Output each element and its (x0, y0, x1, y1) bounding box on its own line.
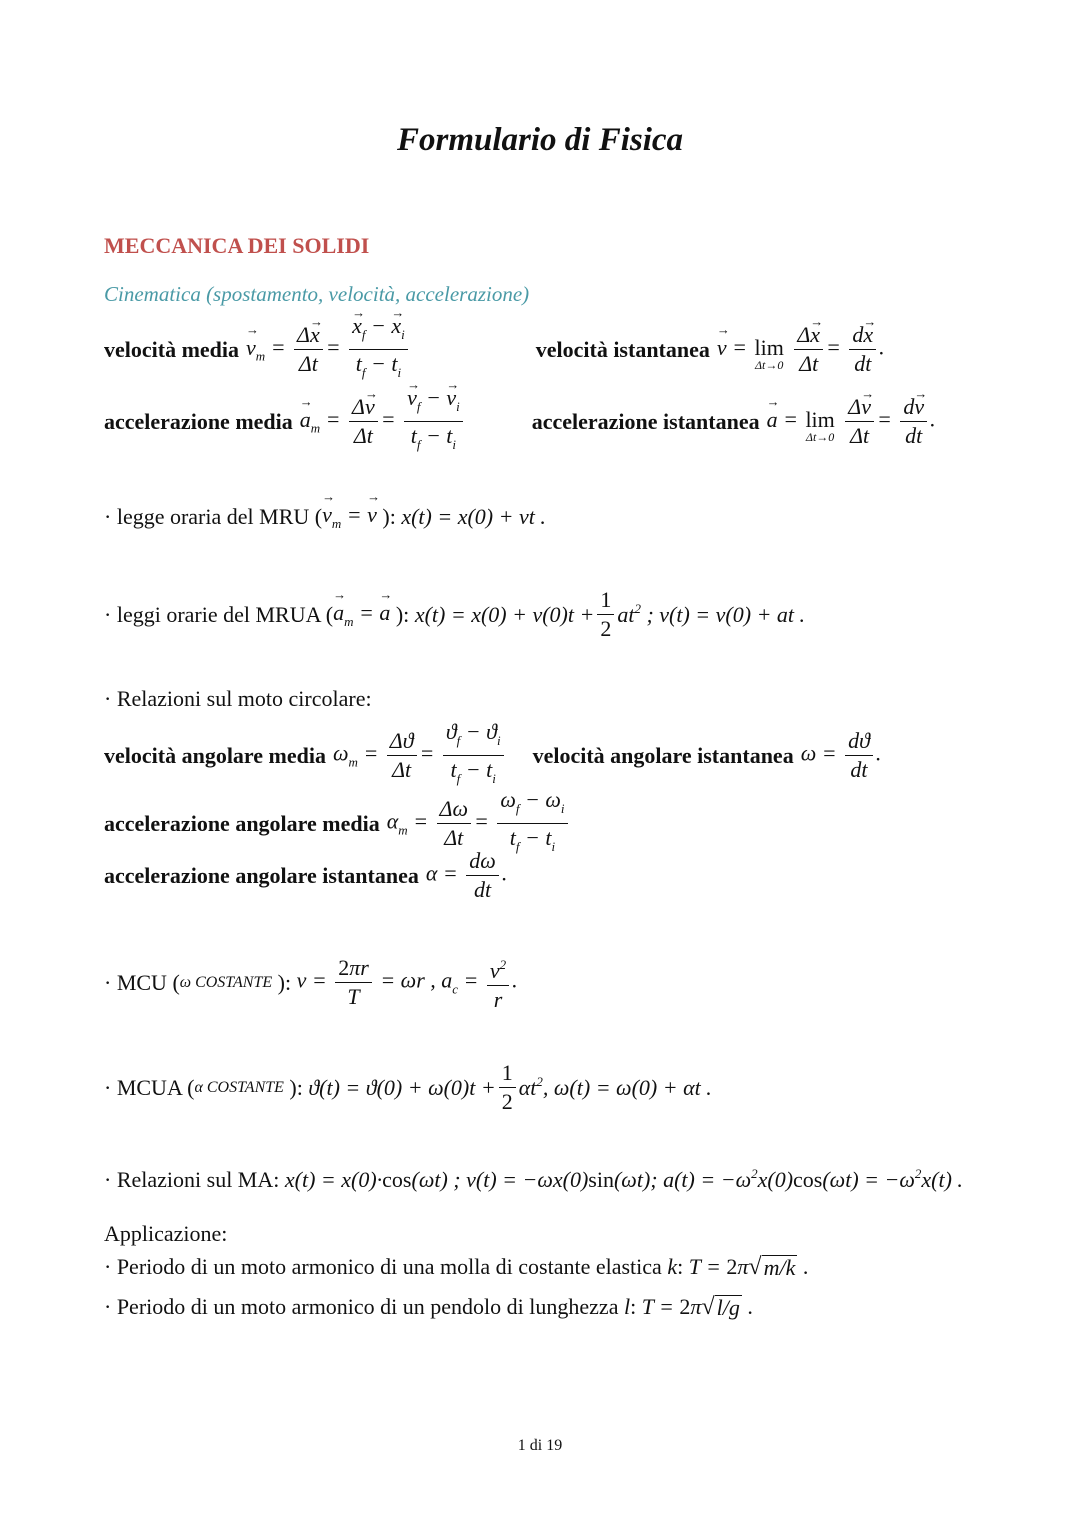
formula-acc-angolare-ist: accelerazione angolare istantanea α = $\frac{d\omega}{dt}$ . (104, 848, 508, 902)
subsection-heading: Cinematica (spostamento, velocità, accelerazione) (104, 282, 530, 306)
formula-periodo-pendolo: · Periodo di un moto armonico di un pendolo di lunghezza l : T = 2π √ l/g . (104, 1293, 753, 1320)
mcu-costante: COSTANTE (195, 973, 273, 991)
label-acc-istantanea: accelerazione istantanea (531, 408, 760, 434)
label-aang-ist: accelerazione angolare istantanea (104, 862, 419, 888)
label-ma: · Relazioni sul MA: (104, 1166, 280, 1192)
label-aang-media: accelerazione angolare media (104, 810, 380, 836)
circ-heading: · Relazioni sul moto circolare: (104, 686, 372, 711)
label-mcua: · MCUA ( (104, 1074, 195, 1100)
label-velocita-istantanea: velocità istantanea (535, 336, 710, 362)
document-title: Formulario di Fisica (396, 122, 684, 158)
formula-mcu: · MCU ( ω COSTANTE ): v = $\frac{2\pi r}{T}$ = ωr , $a_c$ = $\frac{v^2}{r}$ . (104, 955, 518, 1012)
formula-acc-ist: → a = lim Δt→0 $\frac{\Delta\to v}{\Delta t}$ = $\frac{d\to v}{dt}$ . (767, 395, 936, 448)
formula-mcua: · MCUA ( α COSTANTE ): ϑ(t) = ϑ(0) + ω(0)t + $\frac{1}{2}$ $\alpha t^2$, ω(t) = ω(0) + αt . (104, 1060, 712, 1114)
formula-vel-angolare: velocità angolare media $\omega_m$ = $\frac{\Delta ϑ}{\Delta t}$ = $\frac{ϑ_f - ϑ_i}{t_f - t_i}$ velocità angolare istantanea ω = $\frac{dϑ}{dt}$ . (104, 719, 882, 786)
formula-accelerazione (104, 386, 936, 457)
applicazione-heading: Applicazione: (104, 1221, 228, 1246)
label-acc-media: accelerazione media (104, 408, 293, 434)
formula-vel-media: → $v_m$ = $\frac{\Delta\to x}{\Delta t}$ = → $\frac{x_f - \to x_i}{t_f - t_i}$ (246, 314, 411, 385)
formula-velocita (104, 314, 885, 385)
label-mrua: · leggi orarie del MRUA ( (104, 601, 334, 627)
formula-mru: · legge oraria del MRU ( → $v_m$ = → v ): x(t) = x(0) + vt . (104, 502, 546, 532)
label-velocita-media: velocità media (104, 336, 240, 362)
label-vang-media: velocità angolare media (104, 742, 326, 768)
label-mcu: · MCU ( (104, 969, 180, 995)
label-molla: · Periodo di un moto armonico di una molla di costante elastica (104, 1254, 662, 1279)
section-heading: MECCANICA DEI SOLIDI (104, 233, 370, 258)
label-applicazione (104, 1221, 227, 1247)
formula-acc-media: → $a_m$ = $\frac{\Delta\to v}{\Delta t}$ = → $\frac{v_f - \to v_i}{t_f - t_i}$ (300, 386, 466, 457)
formula-acc-angolare-media: accelerazione angolare media $\alpha_m$ = $\frac{\Delta\omega}{\Delta t}$ = $\frac{\omega_f - \omega_i}{t_f - t_i}$ (104, 788, 571, 859)
formula-vel-ist: → v = lim Δt→0 $\frac{\Delta\to x}{\Delta t}$ = $\frac{d\to x}{dt}$ . (717, 323, 885, 376)
label-mru: · legge oraria del MRU ( (104, 504, 323, 529)
label-pendolo: · Periodo di un moto armonico di un pendolo di lunghezza (104, 1294, 619, 1319)
formula-periodo-molla: · Periodo di un moto armonico di una molla di costante elastica k : T = 2π √ m/k . (104, 1253, 809, 1280)
page-number: 1 di 19 (517, 1437, 563, 1454)
molla-k: k (667, 1254, 678, 1279)
label-vang-ist: velocità angolare istantanea (532, 742, 794, 768)
formula-ma: · Relazioni sul MA: x(t) = x(0)·cos(ωt) ; v(t) = −ωx(0)sin(ωt); $a(t) = -\omega^2x(0)\cos(\omega t) = -\omega^2x(t)$ . (104, 1166, 963, 1192)
mcua-costante: COSTANTE (206, 1078, 284, 1096)
pendolo-l: l (623, 1294, 631, 1319)
formula-mrua: · leggi orarie del MRUA ( → $a_m$ = → a ): x(t) = x(0) + v(0)t + $\frac{1}{2}$ $at^2$ ; v(t) = v(0) + at . (104, 588, 805, 641)
label-moto-circolare (104, 686, 372, 712)
